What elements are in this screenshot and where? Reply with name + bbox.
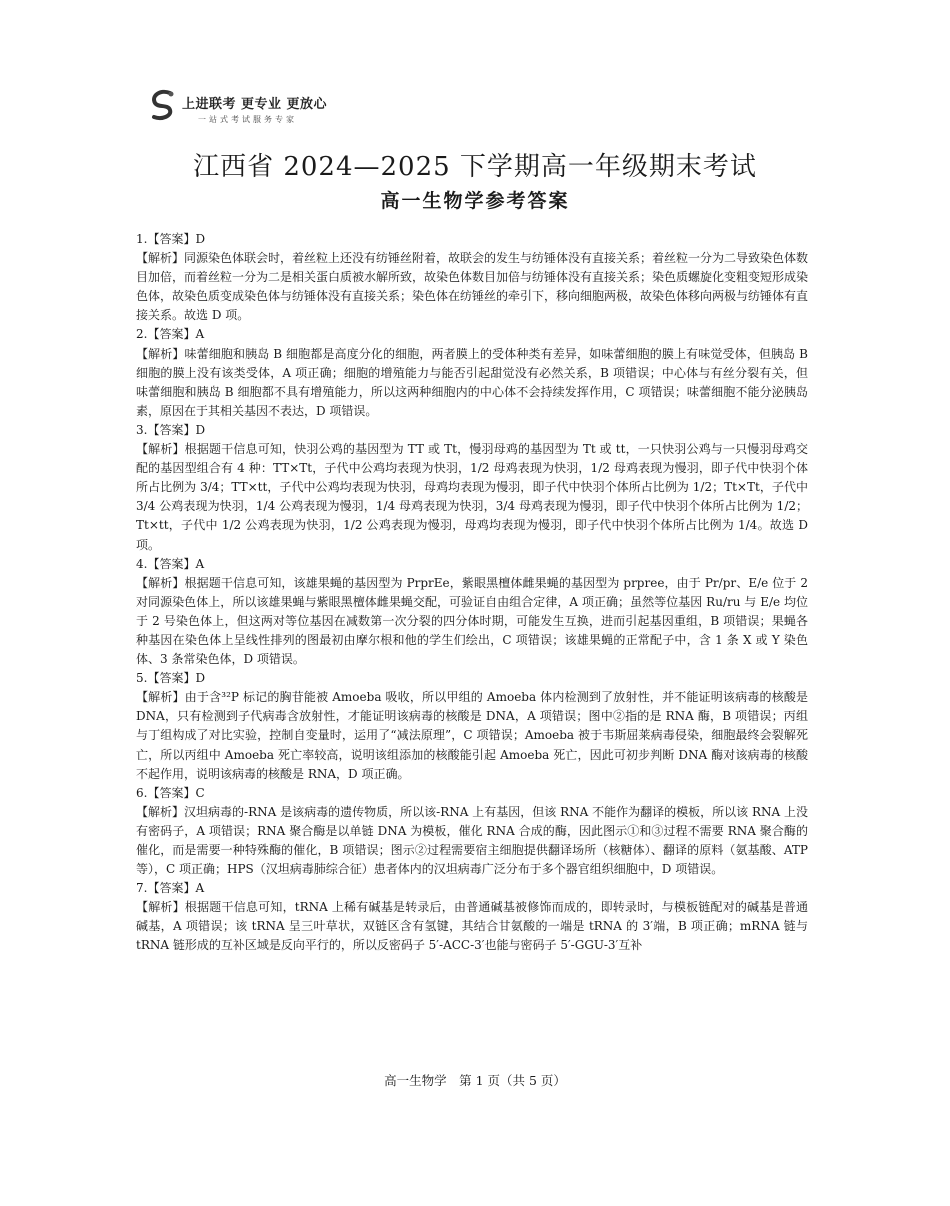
answer-content [136, 230, 808, 1065]
question-answer: 6.【答案】C [136, 785, 205, 800]
question-answer: 2.【答案】A [136, 327, 205, 342]
question-block [136, 230, 808, 325]
question-block [136, 555, 808, 670]
question-analysis: 【解析】由于含³²P 标记的胸苷能被 Amoeba 吸收，所以甲组的 Amoeba 体内检测到了放射性，并不能证明该病毒的核酸是 DNA，只有检测到子代病毒含放射性，才能证明该病毒的核酸是 DNA，A 项错误；图中②指的是 RNA 酶，B 项错误；丙组与丁组构成了对比实验，控制自变量时，运用了“减法原理”，C 项错误；Amoeba 被于韦斯屈莱病毒侵染，细胞最终会裂解死亡，所以丙组中 Amoeba 死亡率较高，说明该组添加的核酸能引起 Amoeba 死亡，因此可初步判断 DNA 酶对该病毒的核酸不起作用，说明该病毒的核酸是 RNA，D 项正确。 [136, 690, 808, 781]
question-analysis: 【解析】汉坦病毒的-RNA 是该病毒的遗传物质，所以该-RNA 上有基因，但该 RNA 不能作为翻译的模板，所以该 RNA 上没有密码子，A 项错误；RNA 聚合酶是以单链 DNA 为模板，催化 RNA 合成的酶，因此图示①和③过程不需要 RNA 聚合酶的催化，而是需要一种特殊酶的催化，B 项错误；图示②过程需要宿主细胞提供翻译场所（核糖体）、翻译的原料（氨基酸、ATP 等），C 项正确；HPS（汉坦病毒肺综合征）患者体内的汉坦病毒广泛分布于多个器官组织细胞中，D 项错误。 [136, 804, 808, 877]
question-analysis: 【解析】根据题干信息可知，tRNA 上稀有碱基是转录后，由普通碱基被修饰而成的，即转录时，与模板链配对的碱基是普通碱基，A 项错误；该 tRNA 呈三叶草状，双链区含有氢键，其结合甘氨酸的一端是 tRNA 的 3′端，B 项正确；mRNA 链与 tRNA 链形成的互补区域是反向平行的，所以反密码子 5′-ACC-3′也能与密码子 5′-GGU-3′互补 [136, 900, 808, 953]
question-analysis: 【解析】根据题干信息可知，快羽公鸡的基因型为 TT 或 Tt，慢羽母鸡的基因型为 Tt 或 tt，一只快羽公鸡与一只慢羽母鸡交配的基因型组合有 4 种：TT×Tt，子代中公鸡均表现为快羽，1/2 母鸡表现为快羽，1/2 母鸡表现为慢羽，即子代中快羽个体所占比例为 3/4；TT×tt，子代中公鸡均表现为快羽，母鸡均表现为慢羽，即子代中快羽个体所占比例为 1/2；Tt×Tt，子代中 3/4 公鸡表现为快羽，1/4 公鸡表现为慢羽，1/4 母鸡表现为快羽，3/4 母鸡表现为慢羽，即子代中快羽个体所占比例为 1/2；Tt×tt，子代中 1/2 公鸡表现为快羽，1/2 公鸡表现为慢羽，母鸡均表现为慢羽，即子代中快羽个体所占比例为 1/4。故选 D 项。 [136, 442, 808, 552]
publisher-logo [148, 88, 348, 132]
question-analysis: 【解析】味蕾细胞和胰岛 B 细胞都是高度分化的细胞，两者膜上的受体种类有差异，如味蕾细胞的膜上有味觉受体，但胰岛 B 细胞的膜上没有该类受体，A 项正确；细胞的增殖能力与能否引起甜觉没有必然关系，B 项错误；中心体与有丝分裂有关，但味蕾细胞和胰岛 B 细胞都不具有增殖能力，所以这两种细胞内的中心体不会持续发挥作用，C 项错误；味蕾细胞不能分泌胰岛素，原因在于其相关基因不表达，D 项错误。 [136, 346, 808, 418]
question-block [136, 669, 808, 784]
question-analysis: 【解析】同源染色体联会时，着丝粒上还没有纺锤丝附着，故联会的发生与纺锤体没有直接关系；着丝粒一分为二导致染色体数目加倍，而着丝粒一分为二是相关蛋白质被水解所致，故染色体数目加倍与纺锤体没有直接关系；染色质螺旋化变粗变短形成染色体，故染色质变成染色体与纺锤体没有直接关系；染色体在纺锤丝的牵引下，移向细胞两极，故染色体移向两极与纺锤体有直接关系。故选 D 项。 [136, 251, 808, 323]
question-block [136, 421, 808, 555]
page-title: 江西省 2024—2025 下学期高一年级期末考试 [193, 152, 757, 182]
question-answer: 4.【答案】A [136, 556, 205, 571]
question-block [136, 879, 808, 955]
question-block [136, 784, 808, 879]
logo-slogan: 上进联考 更专业 更放心 [182, 97, 328, 112]
swirl-logo-icon [148, 88, 178, 122]
question-answer: 7.【答案】A [136, 881, 205, 896]
question-answer: 5.【答案】D [136, 671, 206, 686]
logo-subtitle: 一站式考试服务专家 [198, 115, 297, 124]
question-block [136, 325, 808, 420]
page-footer: 高一生物学 第 1 页（共 5 页） [384, 1073, 566, 1088]
question-analysis: 【解析】根据题干信息可知，该雄果蝇的基因型为 PrprEe，紫眼黑檀体雌果蝇的基因型为 prpree，由于 Pr/pr、E/e 位于 2 对同源染色体上，所以该雄果蝇与紫眼黑檀体雌果蝇交配，可验证自由组合定律，A 项正确；虽然等位基因 Ru/ru 与 E/e 均位于 2 号染色体上，但这两对等位基因在减数第一次分裂的四分体时期，可能发生互换，进而引起基因重组，B 项错误；果蝇各种基因在染色体上呈线性排列的图最初由摩尔根和他的学生们绘出，C 项错误；该雄果蝇的正常配子中，含 1 条 X 或 Y 染色体、3 条常染色体，D 项错误。 [136, 575, 808, 667]
question-answer: 3.【答案】D [136, 422, 206, 437]
page-subtitle: 高一生物学参考答案 [380, 190, 570, 212]
question-answer: 1.【答案】D [136, 232, 206, 246]
